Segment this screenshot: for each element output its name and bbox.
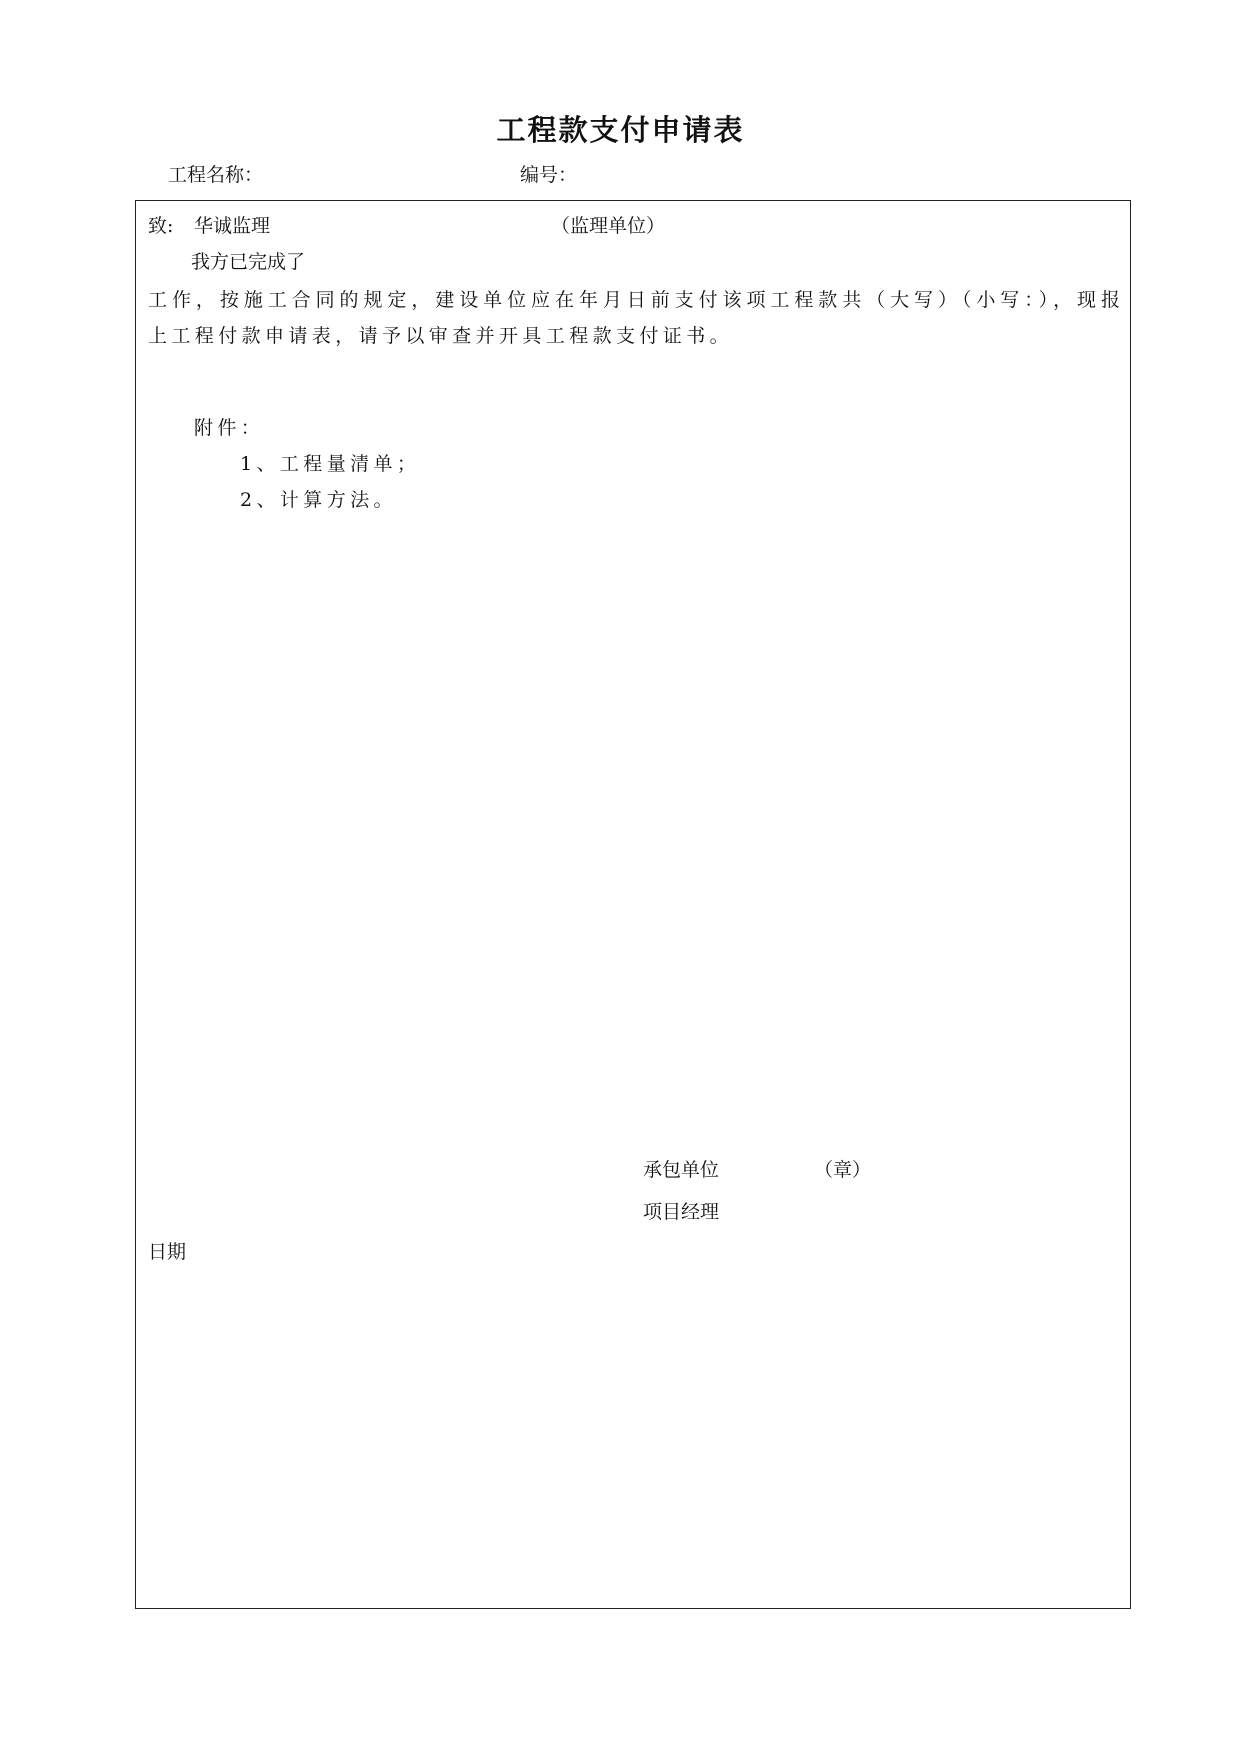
- to-label: 致:: [148, 215, 174, 237]
- intro-text: 我方已完成了: [191, 251, 306, 273]
- attachments-label: 附件：: [194, 417, 265, 439]
- body-line-2: 上工程付款申请表，请予以审查并开具工程款支付证书。: [148, 325, 734, 347]
- seal-label: （章）: [814, 1159, 872, 1181]
- project-name-label: 工程名称：: [168, 164, 264, 186]
- body-line-1: 工作，按施工合同的规定，建设单位应在年月日前支付该项工程款共（大写）（小写：），现报: [148, 289, 1120, 311]
- project-manager-label: 项目经理: [643, 1201, 720, 1223]
- form-title: 工程款支付申请表: [496, 113, 745, 147]
- supervisor-unit-label: （监理单位）: [551, 215, 666, 237]
- attachment-item: 1、工程量清单；: [240, 453, 421, 475]
- to-value: 华诚监理: [194, 215, 271, 237]
- number-label: 编号：: [520, 164, 578, 186]
- contractor-label: 承包单位: [643, 1159, 720, 1181]
- attachment-item: 2、计算方法。: [240, 489, 397, 511]
- form-frame: [135, 200, 1131, 1609]
- date-label: 日期: [148, 1241, 187, 1263]
